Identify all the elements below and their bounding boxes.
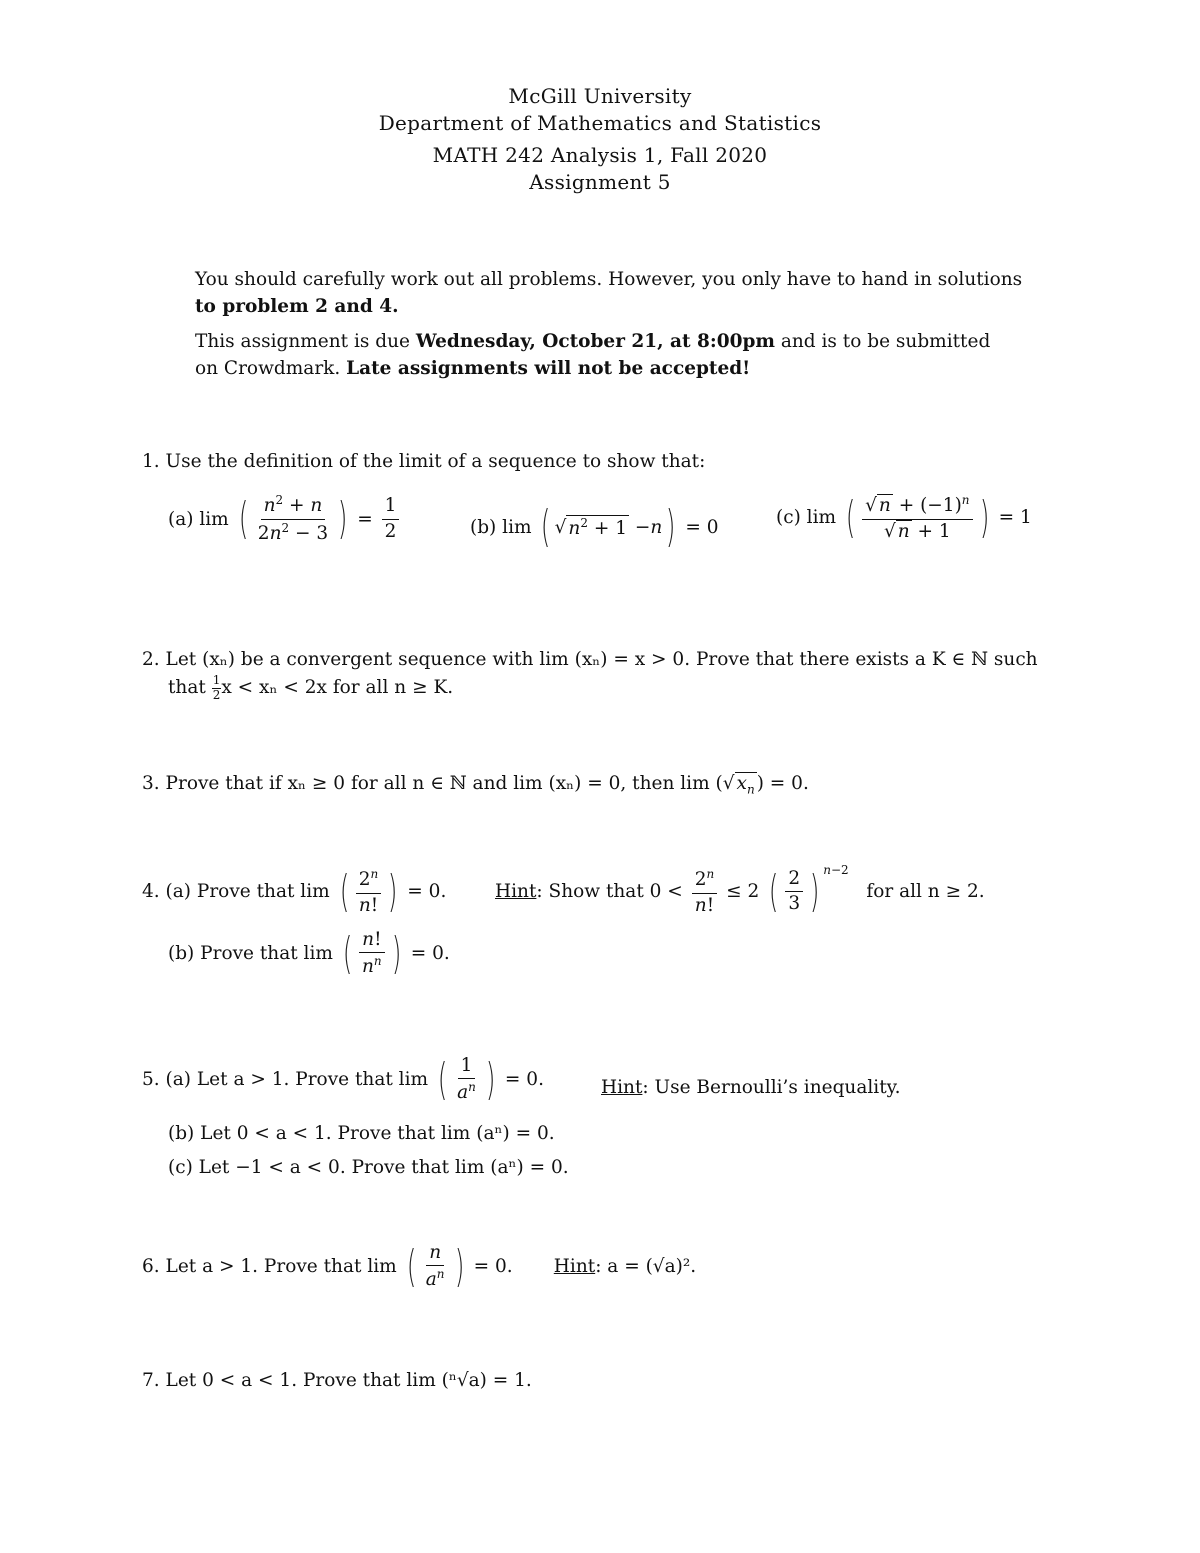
due-suffix: and is to be submitted [774,331,991,352]
problem-2-line-1: Let (xₙ) be a convergent sequence with lim (xₙ) = x > 0. Prove that there exists a K ∈ ℕ such [165,649,1038,670]
late-policy: Late assignments will not be accepted! [346,358,751,379]
hint-tail: for all n ≥ 2. [866,881,985,903]
problem-number: 5. [142,1069,160,1091]
problem-4a-text: (a) Prove that lim [165,881,330,903]
problem-number: 1. [142,451,160,472]
problem-1a: (a) lim ( $\frac{n^2 + n}{2n^2 - 3}$ ) = $\frac{1}{2}$ [168,494,402,544]
hint-text: : Use Bernoulli’s inequality. [642,1077,901,1098]
problem-5c: (c) Let −1 < a < 0. Prove that lim (aⁿ) = 0. [168,1157,569,1178]
hint-label: Hint [495,881,537,903]
course-title: MATH 242 Analysis 1, Fall 2020 [432,143,768,167]
problem-2-line-2: x < xₙ < 2x for all n ≥ K. [221,677,454,698]
problem-number: 6. [142,1256,160,1278]
problem-1c: (c) lim ( $\frac{√ n + (-1)^n}{√ n + 1}$ ) = 1 [776,491,1032,543]
hint-label: Hint [553,1256,596,1278]
problem-2: 2. Let (xₙ) be a convergent sequence with lim (xₙ) = x > 0. Prove that there exists a K ∈ ℕ such that $\frac{1}{2}$ x < xₙ < 2x for all n ≥ K. [142,649,1038,702]
part-label: (b) [470,516,497,538]
problem-3-text: Prove that if xₙ ≥ 0 for all n ∈ ℕ and lim (xₙ) = 0, then lim ( [165,773,723,794]
part-label: (a) [168,508,194,530]
department-name: Department of Mathematics and Statistics [378,111,822,135]
problem-1-text: Use the definition of the limit of a sequence to show that: [165,451,706,472]
problem-5a: 5. (a) Let a > 1. Prove that lim ( $\frac{1}{a^n}$ ) = 0. [142,1053,544,1105]
problem-number: 7. [142,1370,160,1391]
problem-5a-text: (a) Let a > 1. Prove that lim [165,1069,429,1091]
problem-5b: (b) Let 0 < a < 1. Prove that lim (aⁿ) = 0. [168,1123,555,1144]
problem-number: 4. [142,881,160,903]
problem-1b: (b) lim ( √ $n^2 + 1$ − n ) = 0 [470,501,719,552]
problem-5-hint [601,1077,901,1098]
instructions-paragraph [195,266,1025,320]
problem-6: 6. Let a > 1. Prove that lim ( $\frac{n}{a^n}$ ) = 0. Hint : a = (√a)². [142,1240,697,1292]
instructions-line-1: You should carefully work out all problems. However, you only have to hand in solutions [195,269,1023,290]
problem-4b-text: (b) Prove that lim [168,943,333,965]
part-label: (c) [776,507,801,529]
problem-6-text: Let a > 1. Prove that lim [165,1256,397,1278]
problem-4-hint: Hint : Show that 0 < $\frac{2^n}{n!}$ ≤ 2 ( $\frac{2}{3}$ ) $^{n -2}$ for all n ≥ 2. [495,862,985,917]
problem-4a: 4. (a) Prove that lim ( $\frac{2^n}{n!}$ ) = 0. [142,865,447,917]
due-date: Wednesday, October 21, at 8:00pm [415,331,775,352]
problem-number: 3. [142,773,160,794]
due-line-2: on Crowdmark. [195,358,347,379]
hint-text: : a = (√a)². [595,1256,697,1278]
due-paragraph [195,328,1025,382]
assignment-title: Assignment 5 [529,170,671,194]
hint-label: Hint [601,1077,643,1098]
problem-3: 3. Prove that if xₙ ≥ 0 for all n ∈ ℕ and lim (xₙ) = 0, then lim (√ $x_n$ ) = 0. [142,773,809,797]
problem-4b: (b) Prove that lim ( $\frac{n!}{n^n}$ ) = 0. [168,927,450,979]
problem-1 [142,451,705,472]
problem-7 [142,1370,532,1391]
problem-number: 2. [142,649,160,670]
hint-text: : Show that 0 < [536,881,683,903]
problem-7-text: Let 0 < a < 1. Prove that lim (ⁿ√a) = 1. [165,1370,532,1391]
due-prefix: This assignment is due [195,331,416,352]
university-name: McGill University [508,84,692,108]
instructions-line-2: to problem 2 and 4. [195,296,399,317]
